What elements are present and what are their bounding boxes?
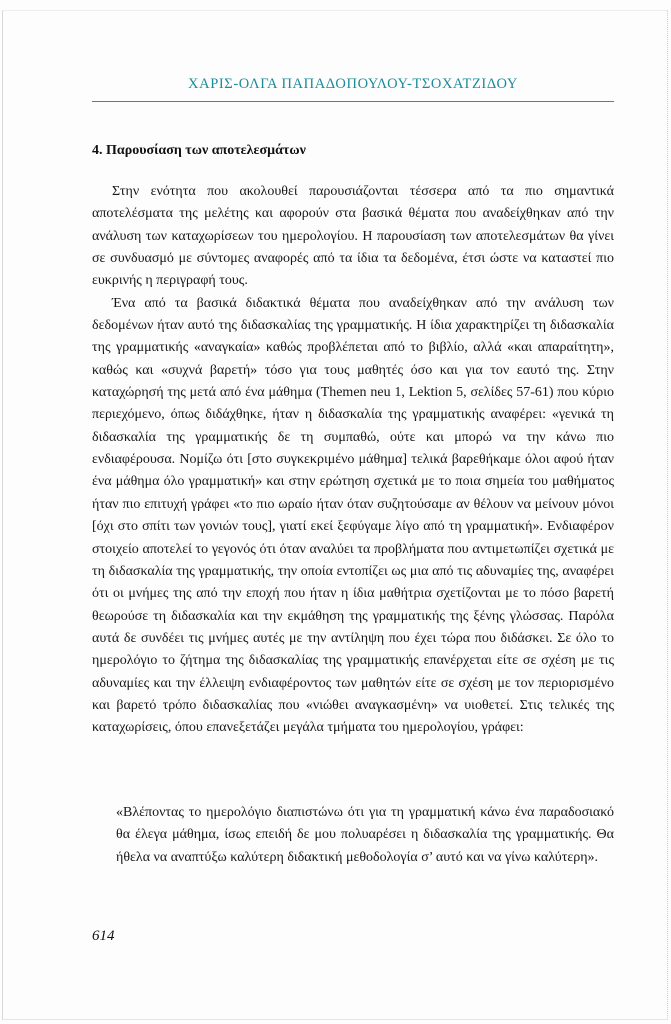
block-quote: «Βλέποντας το ημερολόγιο διαπιστώνω ότι για τη γραμματική κάνω ένα παραδοσιακό θα έλεγα μάθημα, ίσως επειδή δε μου πολυαρέσει η διδασκαλία της γραμματικής. Θα ήθελα να αναπτύξω καλύτερη διδακτική μεθοδολογία σ’ αυτό και να γίνω καλύτερη». [116, 805, 614, 865]
running-head: ΧΑΡΙΣ-ΟΛΓΑ ΠΑΠΑΔΟΠΟΥΛΟΥ-ΤΣΟΧΑΤΖΙΔΟΥ [188, 76, 518, 92]
page-number: 614 [92, 928, 115, 944]
body-text [92, 181, 614, 740]
paragraph-1: Στην ενότητα που ακολουθεί παρουσιάζονται τέσσερα από τα πιο σημαντικά αποτελέσματα της μελέτης και αφορούν στα βασικά θέματα που αναδείχθηκαν από την ανάλυση των καταχωρίσεων του ημερολογίου. Η παρουσίαση των αποτελεσμάτων θα γίνει σε συνδυασμό με σύντομες αναφορές από τα ίδια τα δεδομένα, έτσι ώστε να καταστεί πιο ευκρινής η περιγραφή τους. [92, 184, 614, 289]
header-rule [92, 101, 614, 102]
paragraph-2: Ένα από τα βασικά διδακτικά θέματα που αναδείχθηκαν από την ανάλυση των δεδομένων ήταν αυτό της διδασκαλίας της γραμματικής. Η ίδια χαρακτηρίζει τη διδασκαλία της γραμματικής «αναγκαία» καθώς προβλέπεται από το βιβλίο, αλλά «και απαραίτητη», καθώς και «συχνά βαρετή» τόσο για τους μαθητές όσο και για τον εαυτό της. Στην καταχώρησή της μετά από ένα μάθημα (Themen neu 1, Lektion 5, σελίδες 57-61) που κύριο περιεχόμενο, όπως διδάχθηκε, ήταν η διδασκαλία της γραμματικής αναφέρει: «γενικά τη διδασκαλία της γραμματικής δε τη συμπαθώ, ούτε και μπορώ να την κάνω πιο ενδιαφέρουσα. Νομίζω ότι [στο συγκεκριμένο μάθημα] τελικά βαρεθήκαμε όλοι αφού ήταν ένα μάθημα όλο γραμματική» και στην ερώτηση σχετικά με το ποια σημεία του μαθήματος ήταν πιο επιτυχή γράφει «το πιο ωραίο ήταν όταν συζητούσαμε αν θέλουν να μείνουν μόνοι [όχι στο σπίτι των γονιών τους], γιατί εκεί ξεφύγαμε λίγο από τη γραμματική». Ενδιαφέρον στοιχείο αποτελεί το γεγονός ότι όταν αναλύει τα προβλήματα που αντιμετωπίζει σχετικά με τη διδασκαλία της γραμματικής, την οποία εντοπίζει ως μια από τις αδυναμίες της, αναφέρει ότι οι μνήμες της από την εποχή που ήταν η ίδια μαθήτρια σχετίζονται με το πόσο βαρετή θεωρούσε τη διδασκαλία και την εκμάθηση της γραμματικής της ξένης γλώσσας. Παρόλα αυτά δε συνδέει τις μνήμες αυτές με την αντίληψη που έχει τώρα που διδάσκει. Σε όλο το ημερολόγιο το ζήτημα της διδασκαλίας της γραμματικής επανέρχεται είτε σε σχέση με τις αδυναμίες και την έλλειψη ενδιαφέροντος των μαθητών είτε σε σχέση με τον περιορισμένο και βαρετό τρόπο διδασκαλίας που «νιώθει αναγκασμένη» να υιοθετεί. Στις τελικές της καταχωρίσεις, όπου επανεξετάζει μεγάλα τμήματα του ημερολογίου, γράφει: [92, 295, 614, 736]
section-heading: 4. Παρουσίαση των αποτελεσμάτων [92, 143, 306, 158]
